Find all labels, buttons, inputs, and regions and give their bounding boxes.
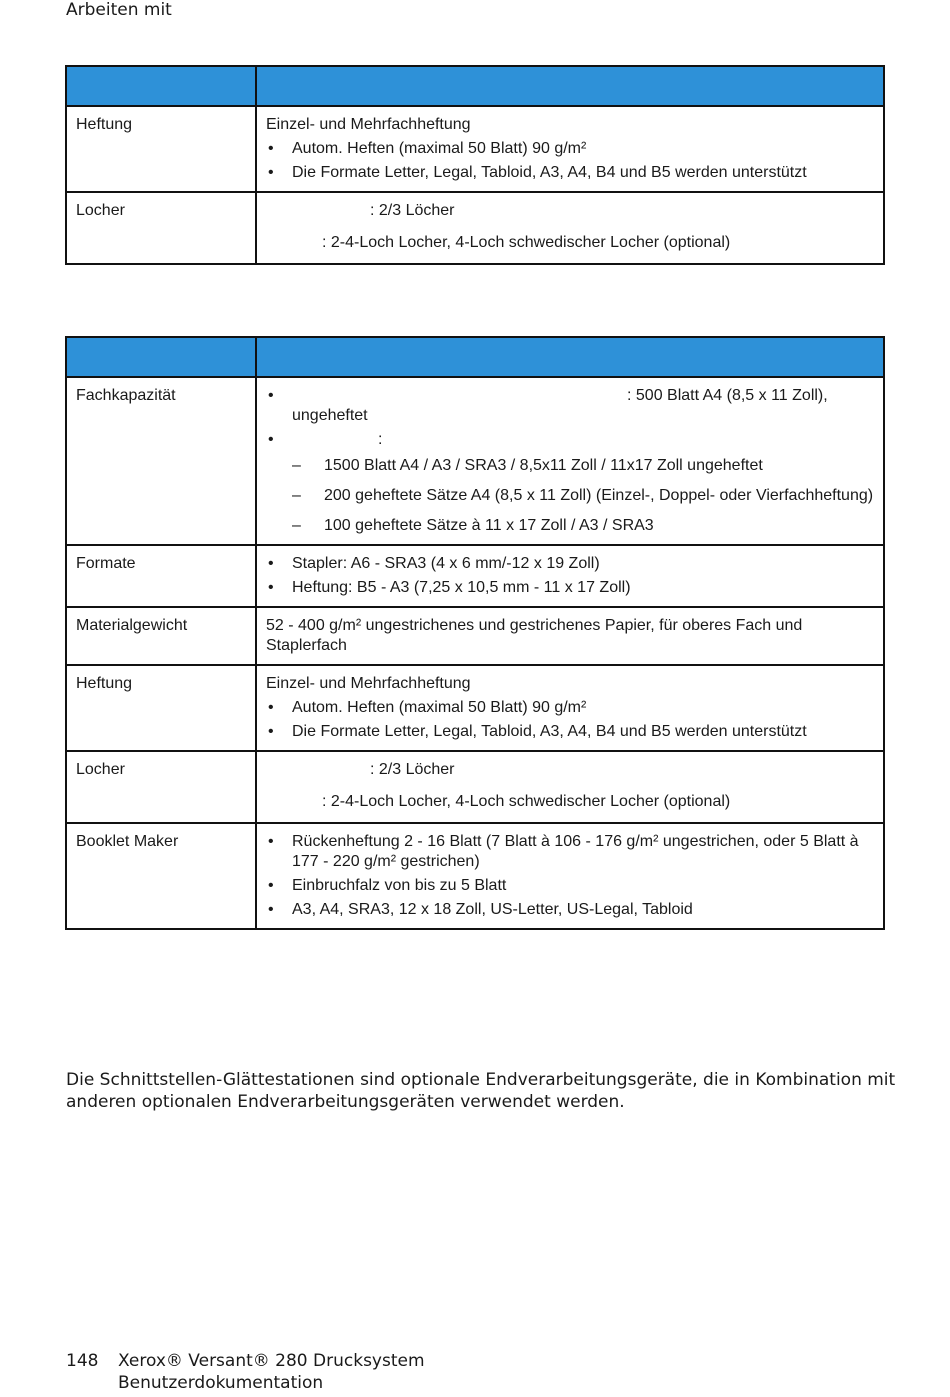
list-item: • A3, A4, SRA3, 12 x 18 Zoll, US-Letter, US-Legal, Tabloid — [266, 900, 874, 920]
list-item: • Heftung: B5 - A3 (7,25 x 10,5 mm - 11 x 17 Zoll) — [266, 578, 874, 598]
body-paragraph: Die Schnittstellen-Glättestationen sind optionale Endverarbeitungsgeräte, die in Kombination mit anderen optionalen Endverarbeitungsgeräten verwendet werden. — [66, 1070, 896, 1112]
row-content — [256, 377, 884, 545]
row-content — [256, 665, 884, 751]
table-header-row — [66, 337, 884, 377]
locher-line-1: : 2/3 Löcher — [370, 202, 455, 219]
footer-title — [118, 1350, 425, 1394]
table-row — [66, 106, 884, 192]
bullet-list — [266, 554, 874, 598]
row-label: Fachkapazität — [66, 377, 256, 545]
list-item: • Die Formate Letter, Legal, Tabloid, A3, A4, B4 und B5 werden unterstützt — [266, 722, 874, 742]
list-item: • Einbruchfalz von bis zu 5 Blatt — [266, 876, 874, 896]
list-item: – 1500 Blatt A4 / A3 / SRA3 / 8,5x11 Zoll / 11x17 Zoll ungeheftet — [266, 456, 874, 476]
row-label: Locher — [66, 192, 256, 264]
row-label: Formate — [66, 545, 256, 607]
row-label: Heftung — [66, 106, 256, 192]
locher-line-2: : 2-4-Loch Locher, 4-Loch schwedischer Locher (optional) — [322, 793, 731, 810]
row-label: Locher — [66, 751, 256, 823]
row-intro: Einzel- und Mehrfachheftung — [266, 116, 471, 133]
list-item: • Autom. Heften (maximal 50 Blatt) 90 g/m² — [266, 698, 874, 718]
row-content — [256, 106, 884, 192]
capacity-line: • : — [378, 431, 383, 448]
row-content — [256, 545, 884, 607]
row-content — [256, 823, 884, 929]
table-row — [66, 665, 884, 751]
table-row — [66, 607, 884, 665]
list-item: – 100 geheftete Sätze à 11 x 17 Zoll / A3 / SRA3 — [266, 516, 874, 536]
table-row — [66, 823, 884, 929]
row-label: Materialgewicht — [66, 607, 256, 665]
row-intro: Einzel- und Mehrfachheftung — [266, 675, 471, 692]
table-row — [66, 751, 884, 823]
bullet-list — [266, 139, 874, 183]
footer-line-2: Benutzerdokumentation — [118, 1373, 324, 1393]
spec-table-1 — [65, 65, 885, 265]
spec-table-2 — [65, 336, 885, 930]
row-label: Booklet Maker — [66, 823, 256, 929]
footer-line-1: Xerox® Versant® 280 Drucksystem — [118, 1351, 425, 1371]
capacity-line-cont: ungeheftet — [292, 407, 368, 424]
row-content — [256, 751, 884, 823]
dash-list — [266, 456, 874, 536]
bullet-list — [266, 386, 874, 450]
header-cell — [66, 337, 256, 377]
list-item: • Stapler: A6 - SRA3 (4 x 6 mm/-12 x 19 Zoll) — [266, 554, 874, 574]
locher-line-1: : 2/3 Löcher — [370, 761, 455, 778]
header-cell — [256, 337, 884, 377]
list-item: • Rückenheftung 2 - 16 Blatt (7 Blatt à 106 - 176 g/m² ungestrichen, oder 5 Blatt à 177 - 220 g/m² gestrichen) — [266, 832, 874, 872]
bullet-list — [266, 698, 874, 742]
page-number: 148 — [66, 1351, 99, 1371]
header-cell — [256, 66, 884, 106]
list-item — [266, 430, 874, 450]
list-item: – 200 geheftete Sätze A4 (8,5 x 11 Zoll) (Einzel-, Doppel- oder Vierfachheftung) — [266, 486, 874, 506]
bullet-list — [266, 832, 874, 920]
row-label: Heftung — [66, 665, 256, 751]
table-row — [66, 377, 884, 545]
header-cell — [66, 66, 256, 106]
row-content — [256, 192, 884, 264]
locher-line-2: : 2-4-Loch Locher, 4-Loch schwedischer Locher (optional) — [322, 234, 731, 251]
list-item — [266, 386, 874, 426]
running-head: Arbeiten mit — [66, 0, 172, 20]
table-row — [66, 192, 884, 264]
row-content: 52 - 400 g/m² ungestrichenes und gestrichenes Papier, für oberes Fach und Staplerfach — [256, 607, 884, 665]
list-item: • Die Formate Letter, Legal, Tabloid, A3, A4, B4 und B5 werden unterstützt — [266, 163, 874, 183]
capacity-line: • : 500 Blatt A4 (8,5 x 11 Zoll), — [627, 387, 828, 404]
table-row — [66, 545, 884, 607]
table-header-row — [66, 66, 884, 106]
list-item: • Autom. Heften (maximal 50 Blatt) 90 g/m² — [266, 139, 874, 159]
